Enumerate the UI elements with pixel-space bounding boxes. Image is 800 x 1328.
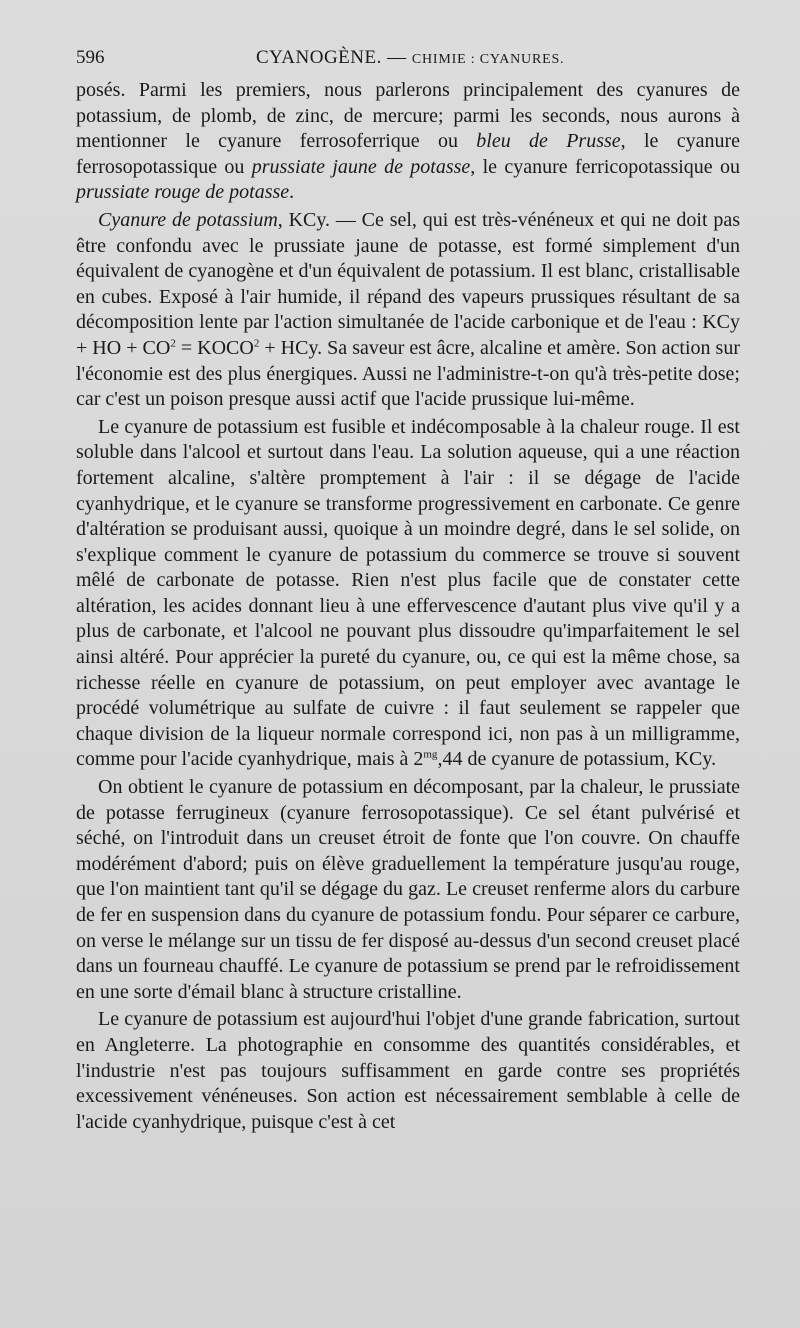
text-run: Le cyanure de potassium est aujourd'hui l'objet d'une grande fabrication, surtout en Angleterre. La photographie en consomme des quantités considérables, et l'industrie n'est pas toujours suffisamment en garde contre ses propriétés excessivement vénéneuses. Son action est nécessairement semblable à celle de l'acide cyanhydrique, puisque c'est à cet	[76, 1008, 740, 1133]
superscript: 2	[253, 337, 260, 350]
paragraph-3	[76, 415, 740, 773]
text-run: ,44 de cyanure de potassium, KCy.	[437, 748, 717, 771]
paragraph-1	[76, 78, 740, 206]
running-title	[256, 44, 564, 74]
text-run: posés. Parmi les premiers, nous parlerons principalement des cyanures de potassium, de plomb, de zinc, de mercure; parmi les seconds, nous aurons à mentionner le cyanure ferrosoferrique ou	[76, 79, 740, 153]
superscript: 2	[170, 337, 176, 350]
text-run: , le cyanure ferricopotassique ou	[470, 155, 740, 178]
text-run: Le cyanure de potassium est fusible et indécomposable à la chaleur rouge. Il est soluble dans l'alcool et surtout dans l'eau. La solution aqueuse, qui a une réaction fortement alcaline, s'altère promptement à l'air : il se dégage de l'acide cyanhydrique, et le cyanure se transforme progressivement en carbonate. Ce genre d'altération se produisant aussi, quoique à un moindre degré, dans le sel solide, on s'explique comment le cyanure de potassium du commerce se trouve si souvent mêlé de carbonate de potasse. Rien n'est plus facile que de constater cette altération, les acides donnant lieu à une effervescence d'autant plus vive qu'il y a plus de carbonate, et l'alcool ne pouvant plus dissoudre qu'imparfaitement le sel ainsi altéré. Pour apprécier la pureté du cyanure, ou, ce qui est la même chose, sa richesse réelle en cyanure de potassium, on peut employer avec avantage le procédé volumétrique au sulfate de cuivre : il faut seulement se rappeler que chaque division de la liqueur normale correspond ici, non pas à un milligramme, comme pour l'acide cyanhydrique, mais à 2	[76, 415, 740, 771]
title-section: CHIMIE : CYANURES.	[411, 52, 565, 67]
italic-run: prussiate rouge de potasse	[76, 181, 290, 204]
italic-run: bleu de Prusse	[476, 130, 621, 153]
text-run: , KCy. — Ce sel, qui est très-vénéneux et qui ne doit pas être confondu avec le prussiate jaune de potasse, est formé simplement d'un équivalent de cyanogène et d'un équivalent de potassium. Il est blanc, cristallisable en cubes. Exposé à l'air humide, il répand des vapeurs prussiques résultant de sa décomposition lente par l'action simultanée de l'acide carbonique et de l'eau : KCy + HO + CO	[76, 208, 741, 359]
italic-run: Cyanure de potassium	[98, 208, 278, 231]
text-run: .	[289, 181, 295, 204]
paragraph-4	[76, 775, 740, 1005]
italic-run: prussiate jaune de potasse	[251, 155, 471, 178]
text-run: On obtient le cyanure de potassium en décomposant, par la chaleur, le prussiate de potasse ferrugineux (cyanure ferrosopotassique). Ce sel étant pulvérisé et séché, on l'introduit dans un creuset étroit de fonte que l'on couvre. On chauffe modérément d'abord; puis on élève graduellement la température jusqu'au rouge, que l'on maintient tant qu'il se dégage du gaz. Le creuset renferme alors du carbure de fer en suspension dans du cyanure de potassium fondu. Pour séparer ce carbure, on verse le mélange sur un tissu de fer disposé au-dessus d'un second creuset placé dans un fourneau chauffé. Le cyanure de potassium se prend par le refroidissement en une sorte d'émail blanc à structure cristalline.	[76, 776, 740, 1003]
text-run: , le cyanure ferrosopotassique ou	[76, 130, 740, 178]
page-body	[76, 78, 740, 1135]
paragraph-5	[76, 1007, 740, 1135]
text-run: + HCy. Sa saveur est âcre, alcaline et amère. Son action sur l'économie est des plus énergiques. Aussi ne l'administre-t-on qu'à très-petite dose; car c'est un poison presque aussi actif que l'acide prussique lui-même.	[76, 336, 740, 411]
title-main: CYANOGÈNE.	[256, 47, 382, 68]
paragraph-2	[76, 208, 740, 413]
title-dash: —	[381, 47, 412, 68]
running-header	[76, 44, 740, 72]
text-run: = KOCO	[175, 336, 254, 359]
superscript: mg	[423, 748, 438, 761]
page-number: 596	[76, 47, 105, 68]
